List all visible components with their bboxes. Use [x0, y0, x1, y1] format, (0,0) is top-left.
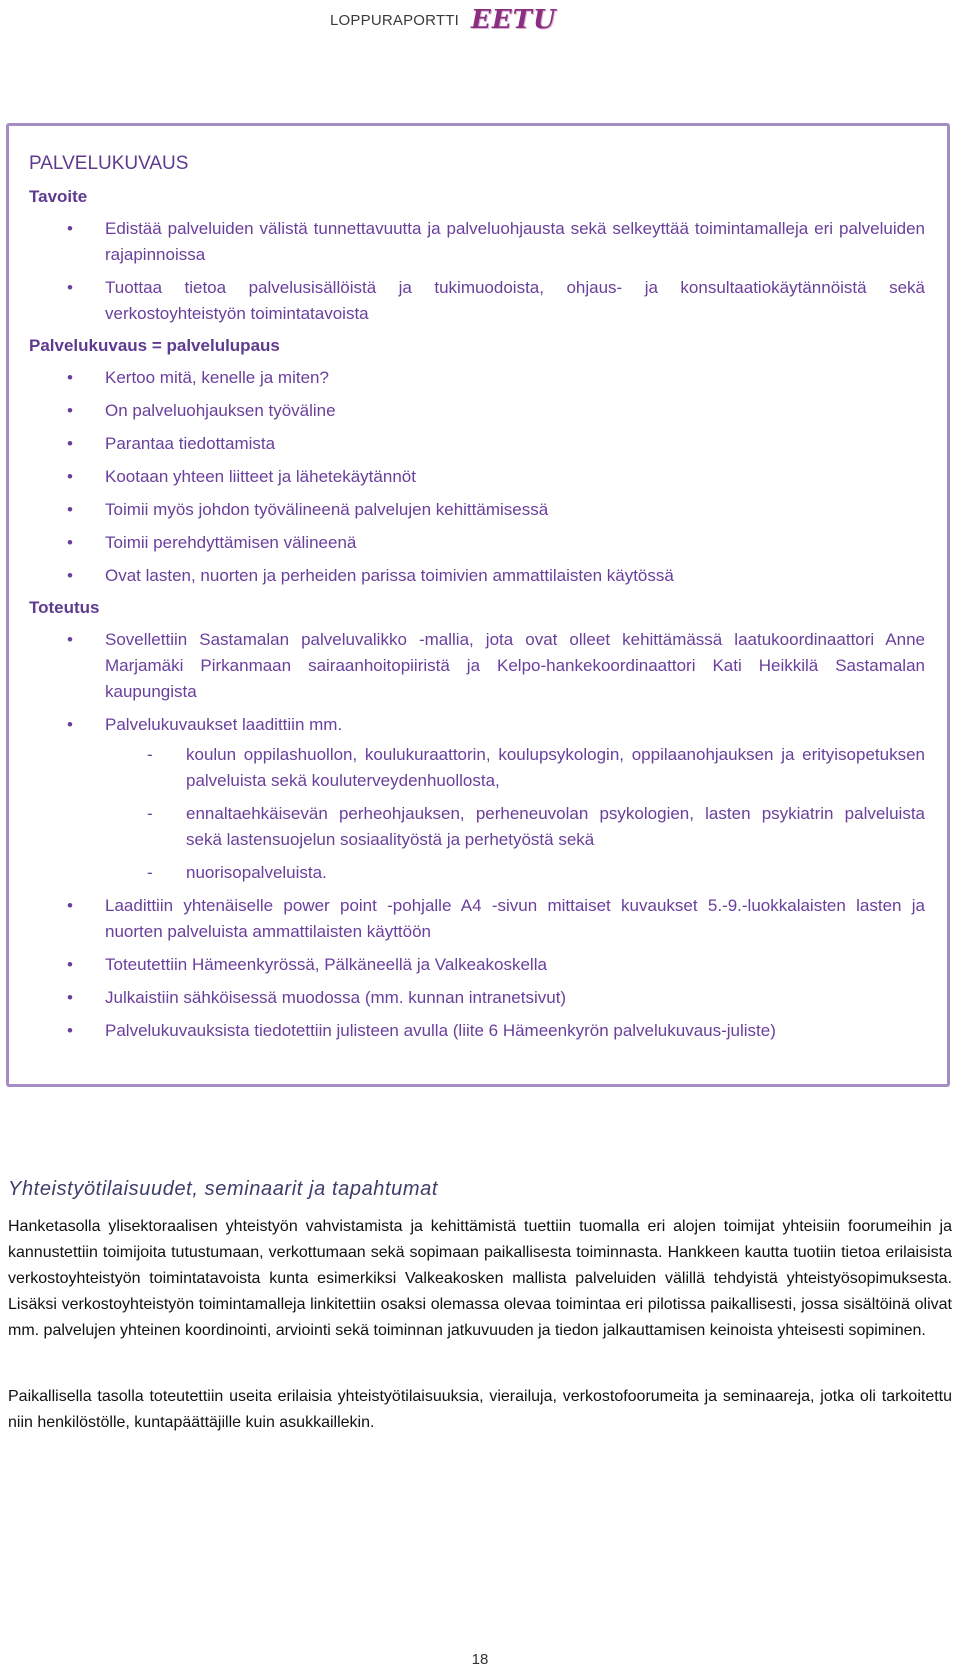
- report-title: LOPPURAPORTTI: [330, 11, 460, 29]
- bullet-icon: •: [67, 533, 73, 552]
- list-item: • Tuottaa tietoa palvelusisällöistä ja tukimuodoista, ohjaus- ja konsultaatiokäytännöistä sekä verkostoyhteistyön toimintatavoista: [29, 275, 925, 327]
- paragraph: Hanketasolla ylisektoraalisen yhteistyön vahvistamista ja kehittämistä tuettiin tuomalla eri alojen toimijat yhteisiin foorumeihin ja kannustettiin toimijoita tutustumaan, verkottumaan sekä sopimaan paikallisesta toiminnasta. Hankkeen kautta tuotiin tietoa erilaisista verkostoyhteistyön toimintatavoista kunta esimerkiksi Valkeakosken mallista palveluiden välillä tehdyistä yhteistyösopimuksesta. Lisäksi verkostoyhteistyön toimintamalleja linkitettiin osaksi olemassa olevaa toimintaa eri pilotissa paikallisesti, jossa sisältöinä olivat mm. palvelujen yhteinen koordinointi, arviointi sekä toiminnan jatkuvuuden ja tiedon jalkauttamisen keinoista yhteisesti sopiminen.: [8, 1218, 952, 1339]
- list-item: • Toimii myös johdon työvälineenä palvelujen kehittämisessä: [29, 497, 925, 523]
- box-title: PALVELUKUVAUS: [29, 153, 189, 174]
- bullet-icon: •: [67, 500, 73, 519]
- bullet-icon: •: [67, 467, 73, 486]
- dash-marker: -: [147, 804, 153, 823]
- bullet-icon: •: [67, 278, 73, 297]
- bullet-icon: •: [67, 368, 73, 387]
- list-item: • On palveluohjauksen työväline: [29, 398, 925, 424]
- promise-heading: Palvelukuvaus = palvelulupaus: [29, 336, 280, 355]
- list-item: • Ovat lasten, nuorten ja perheiden parissa toimivien ammattilaisten käytössä: [29, 563, 925, 589]
- list-item: • Kertoo mitä, kenelle ja miten?: [29, 365, 925, 391]
- bullet-icon: •: [67, 219, 73, 238]
- dash-item: - koulun oppilashuollon, koulukuraattorin, koulupsykologin, oppilaanohjauksen ja erityisopetuksen palveluista sekä kouluterveydenhuollosta,: [29, 742, 925, 794]
- page-header: [330, 0, 557, 40]
- bullet-icon: •: [67, 401, 73, 420]
- dash-marker: -: [147, 745, 153, 764]
- bullet-icon: •: [67, 896, 73, 915]
- paragraph: Paikallisella tasolla toteutettiin useita erilaisia yhteistyötilaisuuksia, vierailuja, verkostofoorumeita ja seminaareja, jotka oli tarkoitettu niin henkilöstölle, kuntapäättäjille kuin asukkaillekin.: [8, 1388, 952, 1431]
- bullet-icon: •: [67, 1021, 73, 1040]
- bullet-icon: •: [67, 434, 73, 453]
- promise-list: [29, 365, 925, 589]
- page-number: 18: [471, 1651, 489, 1668]
- list-item: • Toteutettiin Hämeenkyrössä, Pälkäneellä ja Valkeakoskella: [29, 952, 925, 978]
- list-item: • Laadittiin yhtenäiselle power point -pohjalle A4 -sivun mittaiset kuvaukset 5.-9.-luokkalaisten lasten ja nuorten palveluista ammattilaisten käyttöön: [29, 893, 925, 945]
- list-item: • Palvelukuvaukset laadittiin mm. - koulun oppilashuollon, koulukuraattorin, koulupsykologin, oppilaanohjauksen ja erityisopetuksen palveluista sekä kouluterveydenhuollosta, - ennaltaehkäisevän perheohjauksen, perheneuvolan psykologien, lasten psykiatrin palveluista sekä lastensuojelun sosiaalityöstä ja perhetyöstä sekä - nuorisopalveluista.: [29, 712, 925, 886]
- list-item: • Parantaa tiedottamista: [29, 431, 925, 457]
- list-item: • Kootaan yhteen liitteet ja lähetekäytännöt: [29, 464, 925, 490]
- implementation-heading: Toteutus: [29, 598, 100, 617]
- bullet-icon: •: [67, 630, 73, 649]
- list-item: • Palvelukuvauksista tiedotettiin julisteen avulla (liite 6 Hämeenkyrön palvelukuvaus-juliste): [29, 1018, 925, 1044]
- list-item: • Toimii perehdyttämisen välineenä: [29, 530, 925, 556]
- list-item: • Sovellettiin Sastamalan palveluvalikko -mallia, jota ovat olleet kehittämässä laatukoordinaattori Anne Marjamäki Pirkanmaan sairaanhoitopiiristä ja Kelpo-hankekoordinaattori Kati Heikkilä Sastamalan kaupungista: [29, 627, 925, 705]
- goal-heading: Tavoite: [29, 187, 88, 206]
- dash-marker: -: [147, 863, 153, 882]
- bullet-icon: •: [67, 715, 73, 734]
- section-heading: Yhteistyötilaisuudet, seminaarit ja tapahtumat: [8, 1178, 439, 1200]
- bullet-icon: •: [67, 955, 73, 974]
- bullet-icon: •: [67, 988, 73, 1007]
- goal-list: [29, 216, 925, 327]
- list-item: • Edistää palveluiden välistä tunnettavuutta ja palveluohjausta sekä selkeyttää toimintamalleja eri palveluiden rajapinnoissa: [29, 216, 925, 268]
- dash-item: - nuorisopalveluista.: [29, 860, 925, 886]
- bullet-icon: •: [67, 566, 73, 585]
- list-item: • Julkaistiin sähköisessä muodossa (mm. kunnan intranetsivut): [29, 985, 925, 1011]
- dash-list: [105, 742, 925, 886]
- eetu-logo: EETU: [471, 5, 557, 35]
- service-description-box: [6, 123, 950, 1087]
- implementation-list: [29, 627, 925, 1044]
- dash-item: - ennaltaehkäisevän perheohjauksen, perheneuvolan psykologien, lasten psykiatrin palveluista sekä lastensuojelun sosiaalityöstä ja perhetyöstä sekä: [29, 801, 925, 853]
